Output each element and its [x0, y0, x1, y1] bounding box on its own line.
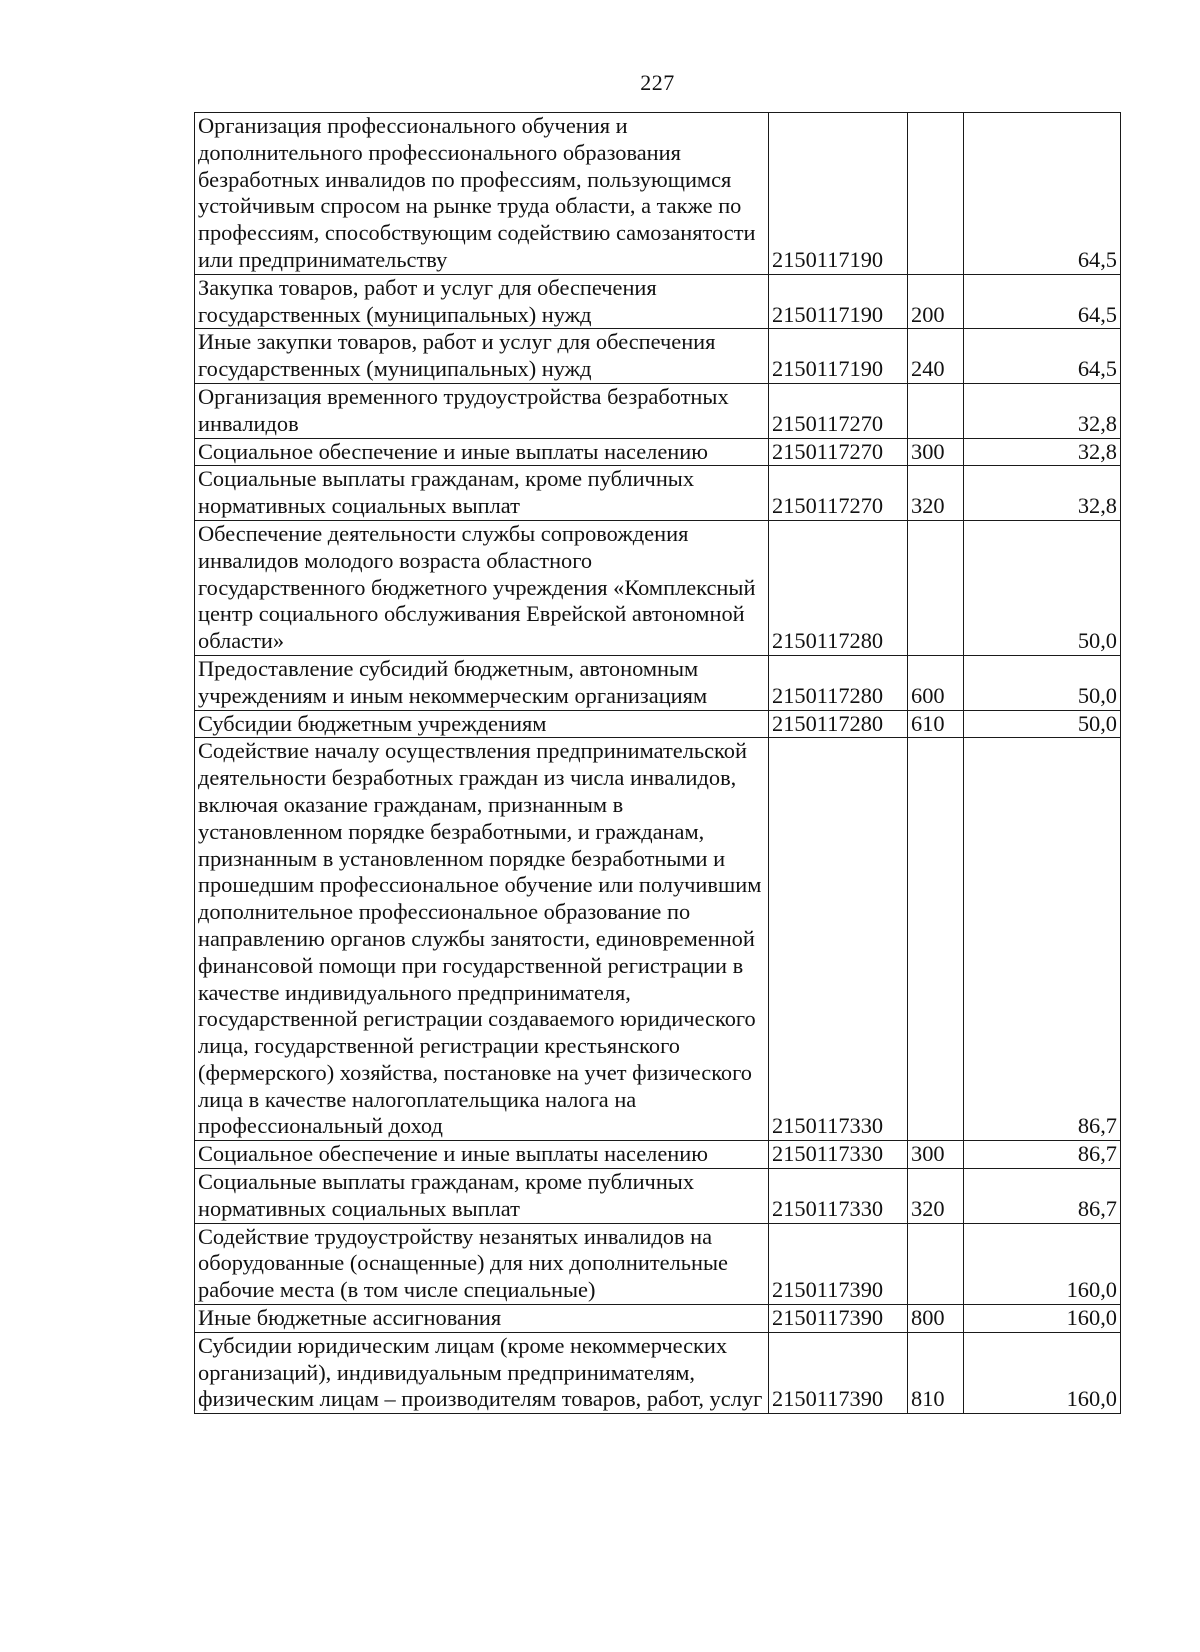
row-sum-cell: 32,8 — [964, 438, 1121, 466]
row-sum-cell: 50,0 — [964, 520, 1121, 655]
row-code-cell: 2150117390 — [769, 1223, 908, 1304]
row-name-cell: Организация профессионального обучения и дополнительного профессионального образования безработных инвалидов по профессиям, пользующимся устойчивым спросом на рынке труда области, а также по профессиям, способствующим содействию самозанятости или предпринимательству — [195, 113, 769, 275]
row-code-cell: 2150117280 — [769, 520, 908, 655]
row-sum-cell: 64,5 — [964, 274, 1121, 329]
row-code-cell: 2150117330 — [769, 1141, 908, 1169]
row-type-cell — [908, 520, 964, 655]
row-name-cell: Социальные выплаты гражданам, кроме публичных нормативных социальных выплат — [195, 466, 769, 521]
row-sum-cell: 86,7 — [964, 1169, 1121, 1224]
row-type-cell — [908, 113, 964, 275]
row-name-cell: Содействие началу осуществления предпринимательской деятельности безработных граждан из числа инвалидов, включая оказание гражданам, признанным в установленном порядке безработными, и гражданам, признанным в установленном порядке безработными и прошедшим профессиональное обучение или получившим дополнительное профессиональное образование по направлению органов службы занятости, единовременной финансовой помощи при государственной регистрации в качестве индивидуального предпринимателя, государственной регистрации создаваемого юридического лица, государственной регистрации крестьянского (фермерского) хозяйства, постановке на учет физического лица в качестве налогоплательщика налога на профессиональный доход — [195, 738, 769, 1141]
page-number: 227 — [640, 70, 675, 95]
row-name-cell: Иные бюджетные ассигнования — [195, 1305, 769, 1333]
row-sum-cell: 32,8 — [964, 466, 1121, 521]
row-code-cell: 2150117390 — [769, 1305, 908, 1333]
row-name-cell: Предоставление субсидий бюджетным, автономным учреждениям и иным некоммерческим организациям — [195, 655, 769, 710]
row-name-cell: Социальное обеспечение и иные выплаты населению — [195, 1141, 769, 1169]
row-code-cell: 2150117270 — [769, 466, 908, 521]
row-name-cell: Социальное обеспечение и иные выплаты населению — [195, 438, 769, 466]
table-row — [195, 1332, 1121, 1413]
row-name-cell: Закупка товаров, работ и услуг для обеспечения государственных (муниципальных) нужд — [195, 274, 769, 329]
row-type-cell — [908, 1223, 964, 1304]
table-row — [195, 329, 1121, 384]
table-row — [195, 655, 1121, 710]
row-type-cell: 240 — [908, 329, 964, 384]
row-name-cell: Обеспечение деятельности службы сопровождения инвалидов молодого возраста областного государственного бюджетного учреждения «Комплексный центр социального обслуживания Еврейской автономной области» — [195, 520, 769, 655]
table-row — [195, 710, 1121, 738]
row-type-cell: 300 — [908, 1141, 964, 1169]
row-sum-cell: 160,0 — [964, 1305, 1121, 1333]
table-row — [195, 520, 1121, 655]
row-type-cell: 300 — [908, 438, 964, 466]
row-name-cell: Субсидии бюджетным учреждениям — [195, 710, 769, 738]
row-sum-cell: 64,5 — [964, 329, 1121, 384]
row-type-cell: 200 — [908, 274, 964, 329]
table-row — [195, 274, 1121, 329]
row-name-cell: Содействие трудоустройству незанятых инвалидов на оборудованные (оснащенные) для них дополнительные рабочие места (в том числе специальные) — [195, 1223, 769, 1304]
budget-table-body — [195, 113, 1121, 1414]
row-name-cell: Субсидии юридическим лицам (кроме некоммерческих организаций), индивидуальным предпринимателям, физическим лицам – производителям товаров, работ, услуг — [195, 1332, 769, 1413]
row-code-cell: 2150117330 — [769, 1169, 908, 1224]
table-row — [195, 1141, 1121, 1169]
table-row — [195, 466, 1121, 521]
row-sum-cell: 160,0 — [964, 1223, 1121, 1304]
table-row — [195, 113, 1121, 275]
row-type-cell — [908, 383, 964, 438]
row-type-cell: 320 — [908, 1169, 964, 1224]
row-code-cell: 2150117280 — [769, 655, 908, 710]
row-type-cell: 610 — [908, 710, 964, 738]
row-code-cell: 2150117280 — [769, 710, 908, 738]
table-row — [195, 438, 1121, 466]
row-sum-cell: 86,7 — [964, 1141, 1121, 1169]
row-type-cell: 810 — [908, 1332, 964, 1413]
row-name-cell: Социальные выплаты гражданам, кроме публичных нормативных социальных выплат — [195, 1169, 769, 1224]
row-code-cell: 2150117270 — [769, 383, 908, 438]
row-type-cell: 600 — [908, 655, 964, 710]
table-row — [195, 383, 1121, 438]
table-row — [195, 738, 1121, 1141]
row-type-cell: 800 — [908, 1305, 964, 1333]
row-code-cell: 2150117270 — [769, 438, 908, 466]
row-code-cell: 2150117190 — [769, 274, 908, 329]
row-type-cell — [908, 738, 964, 1141]
table-row — [195, 1169, 1121, 1224]
row-name-cell: Иные закупки товаров, работ и услуг для обеспечения государственных (муниципальных) нужд — [195, 329, 769, 384]
row-code-cell: 2150117330 — [769, 738, 908, 1141]
table-row — [195, 1305, 1121, 1333]
budget-table — [194, 112, 1121, 1414]
row-sum-cell: 50,0 — [964, 655, 1121, 710]
row-type-cell: 320 — [908, 466, 964, 521]
row-code-cell: 2150117390 — [769, 1332, 908, 1413]
row-code-cell: 2150117190 — [769, 113, 908, 275]
row-name-cell: Организация временного трудоустройства безработных инвалидов — [195, 383, 769, 438]
row-sum-cell: 64,5 — [964, 113, 1121, 275]
row-sum-cell: 160,0 — [964, 1332, 1121, 1413]
row-sum-cell: 50,0 — [964, 710, 1121, 738]
row-code-cell: 2150117190 — [769, 329, 908, 384]
row-sum-cell: 86,7 — [964, 738, 1121, 1141]
row-sum-cell: 32,8 — [964, 383, 1121, 438]
table-row — [195, 1223, 1121, 1304]
